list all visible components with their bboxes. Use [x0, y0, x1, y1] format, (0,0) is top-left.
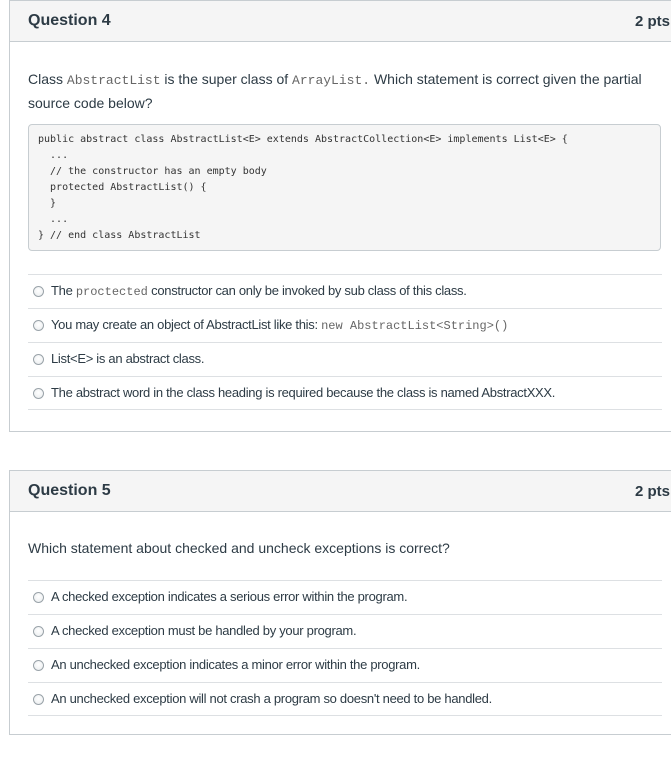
answer-option[interactable]	[28, 376, 662, 410]
prompt-code: ArrayList.	[292, 73, 371, 88]
answer-label: A checked exception must be handled by your program.	[51, 623, 357, 638]
answer-code: proctected	[75, 285, 148, 299]
answer-label	[51, 317, 508, 333]
question-title: Question 5	[28, 482, 111, 499]
prompt-text: Class	[28, 71, 67, 87]
code-line: ...	[38, 214, 69, 225]
question-4	[9, 0, 671, 432]
radio-button[interactable]	[33, 626, 44, 637]
question-prompt: Which statement about checked and uncheck exceptions is correct?	[28, 540, 450, 556]
answer-option[interactable]	[28, 614, 662, 648]
answer-option[interactable]	[28, 342, 662, 376]
question-points: 2 pts	[634, 13, 670, 30]
code-line: public abstract class AbstractList<E> extends AbstractCollection<E> implements List<E> {	[38, 134, 568, 145]
answer-label: An unchecked exception will not crash a program so doesn't need to be handled.	[51, 691, 492, 706]
answer-label: The abstract word in the class heading is required because the class is named AbstractXXX.	[51, 385, 556, 400]
prompt-code: AbstractList	[66, 73, 161, 88]
answer-option[interactable]	[28, 308, 662, 342]
answer-option[interactable]	[28, 580, 662, 614]
answer-list	[28, 580, 662, 716]
answer-label: An unchecked exception indicates a minor error within the program.	[51, 657, 420, 672]
radio-button[interactable]	[33, 592, 44, 603]
answer-text-part: The	[51, 283, 76, 298]
radio-button[interactable]	[33, 320, 44, 331]
code-block	[28, 124, 661, 251]
question-points: 2 pts	[634, 483, 670, 500]
question-title: Question 4	[28, 12, 111, 29]
radio-button[interactable]	[33, 354, 44, 365]
radio-button[interactable]	[33, 286, 44, 297]
question-5	[9, 470, 671, 735]
answer-list	[28, 274, 662, 410]
answer-code: new AbstractList<String>()	[321, 319, 509, 333]
prompt-text: is the super class of	[160, 71, 293, 87]
radio-button[interactable]	[33, 694, 44, 705]
answer-label	[51, 283, 467, 299]
question-header	[10, 1, 671, 42]
radio-button[interactable]	[33, 388, 44, 399]
code-line: } // end class AbstractList	[38, 230, 201, 241]
code-line: protected AbstractList() {	[38, 182, 207, 193]
question-header	[10, 471, 671, 512]
answer-label: List<E> is an abstract class.	[51, 351, 205, 366]
answer-option[interactable]	[28, 682, 662, 716]
code-line: ...	[38, 150, 69, 161]
code-line: // the constructor has an empty body	[38, 166, 267, 177]
radio-button[interactable]	[33, 660, 44, 671]
answer-text-part: constructor can only be invoked by sub class of this class.	[147, 283, 467, 298]
prompt-text: Which statement is correct given the partial source code below?	[28, 71, 642, 111]
answer-text-part: You may create an object of AbstractList like this:	[51, 317, 322, 332]
answer-option[interactable]	[28, 274, 662, 308]
code-line: }	[38, 198, 57, 209]
answer-label: A checked exception indicates a serious error within the program.	[51, 589, 408, 604]
question-prompt	[28, 68, 671, 115]
answer-option[interactable]	[28, 648, 662, 682]
